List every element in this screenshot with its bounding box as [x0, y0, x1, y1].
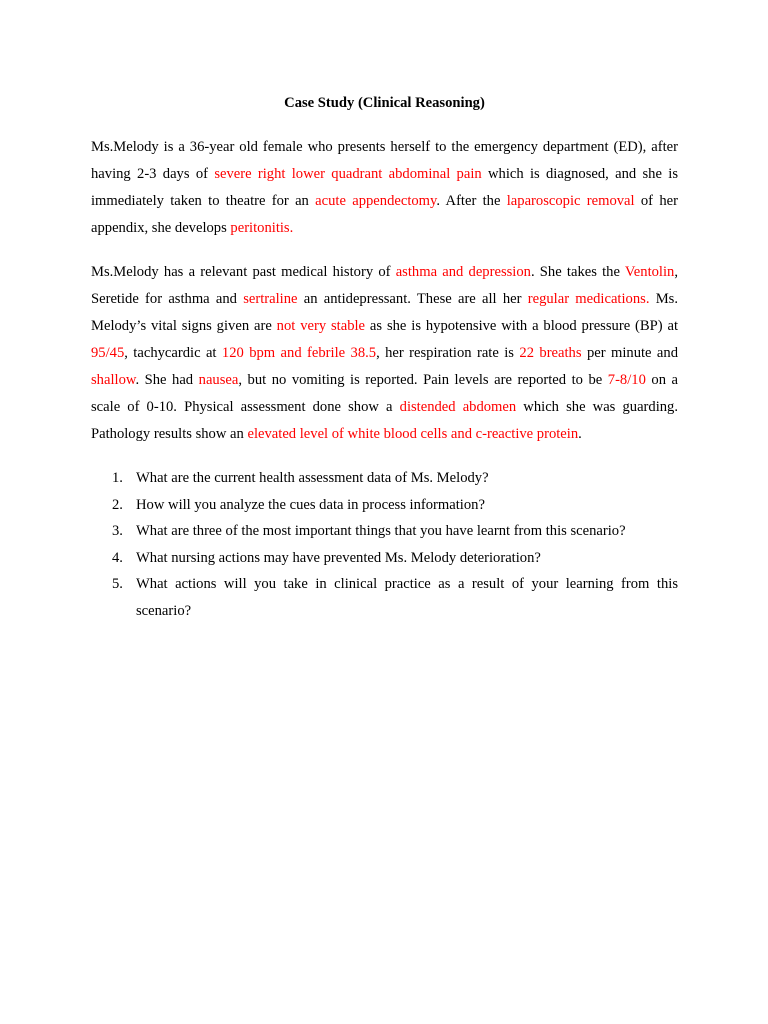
highlighted-text: Ventolin	[624, 264, 675, 280]
question-text: What nursing actions may have prevented Ms. Melody deterioration?	[136, 549, 541, 566]
question-list	[91, 465, 678, 625]
text-run: , her respiration rate is	[376, 345, 520, 361]
question-number: 3.	[112, 523, 123, 540]
list-item	[91, 545, 678, 572]
question-text: What are the current health assessment data of Ms. Melody?	[136, 470, 489, 486]
highlighted-text: severe right lower quadrant abdominal pain	[214, 166, 482, 182]
text-run: as she is hypotensive with a blood pressure (BP) at	[365, 318, 679, 334]
text-run: , but no vomiting is reported. Pain levels are reported to be	[238, 372, 608, 388]
list-item	[91, 518, 678, 545]
text-run: .	[578, 426, 582, 442]
highlighted-text: 120 bpm and febrile 38.5	[221, 345, 377, 361]
highlighted-text: distended abdomen	[399, 399, 517, 415]
question-text: What actions will you take in clinical practice as a result of your learning from this scenario?	[136, 576, 678, 619]
highlighted-text: elevated level of white blood cells and c-reactive protein	[247, 426, 579, 442]
highlighted-text: acute appendectomy	[315, 193, 437, 209]
highlighted-text: asthma and depression	[395, 264, 531, 280]
text-run: an antidepressant. These are all her	[297, 291, 528, 307]
text-run: which she was guarding. Pathology results show an	[91, 399, 679, 442]
question-text: What are three of the most important things that you have learnt from this scenario?	[136, 523, 626, 540]
text-run: , Seretide for asthma and	[91, 264, 678, 307]
question-number: 5.	[112, 576, 123, 593]
highlighted-text: not very stable	[276, 318, 366, 334]
highlighted-text: peritonitis.	[230, 220, 294, 236]
text-run: . She had	[135, 372, 199, 388]
text-run: Ms.Melody is a 36-year old female who presents herself to the emergency department (ED), after having 2-3 days of	[91, 139, 678, 182]
case-paragraph-2	[91, 259, 678, 448]
question-number: 1.	[112, 470, 123, 486]
text-run: . After the	[436, 193, 507, 209]
text-run: . She takes the	[530, 264, 625, 280]
text-run: , tachycardic at	[124, 345, 222, 361]
highlighted-text: 22 breaths	[519, 345, 582, 361]
text-run: Ms. Melody’s vital signs given are	[91, 291, 679, 334]
list-item	[91, 465, 678, 492]
highlighted-text: laparoscopic removal	[506, 193, 635, 209]
list-item	[91, 571, 678, 624]
question-text: How will you analyze the cues data in process information?	[136, 496, 485, 513]
text-run: which is diagnosed, and she is immediately taken to theatre for an	[91, 166, 678, 209]
question-number: 2.	[112, 496, 123, 513]
highlighted-text: sertraline	[243, 291, 298, 307]
highlighted-text: nausea	[198, 372, 239, 388]
document-page	[91, 90, 678, 625]
case-paragraph-1	[91, 134, 678, 242]
question-number: 4.	[112, 549, 123, 566]
page-title: Case Study (Clinical Reasoning)	[284, 95, 485, 111]
highlighted-text: regular medications.	[527, 291, 650, 307]
text-run: per minute and	[581, 345, 679, 361]
highlighted-text: 7-8/10	[607, 372, 646, 388]
highlighted-text: 95/45	[91, 345, 125, 361]
text-run: of her appendix, she develops	[91, 193, 678, 236]
list-item	[91, 492, 678, 519]
text-run: Ms.Melody has a relevant past medical history of	[91, 264, 396, 280]
highlighted-text: shallow	[91, 372, 136, 388]
text-run: on a scale of 0-10. Physical assessment done show a	[91, 372, 678, 415]
